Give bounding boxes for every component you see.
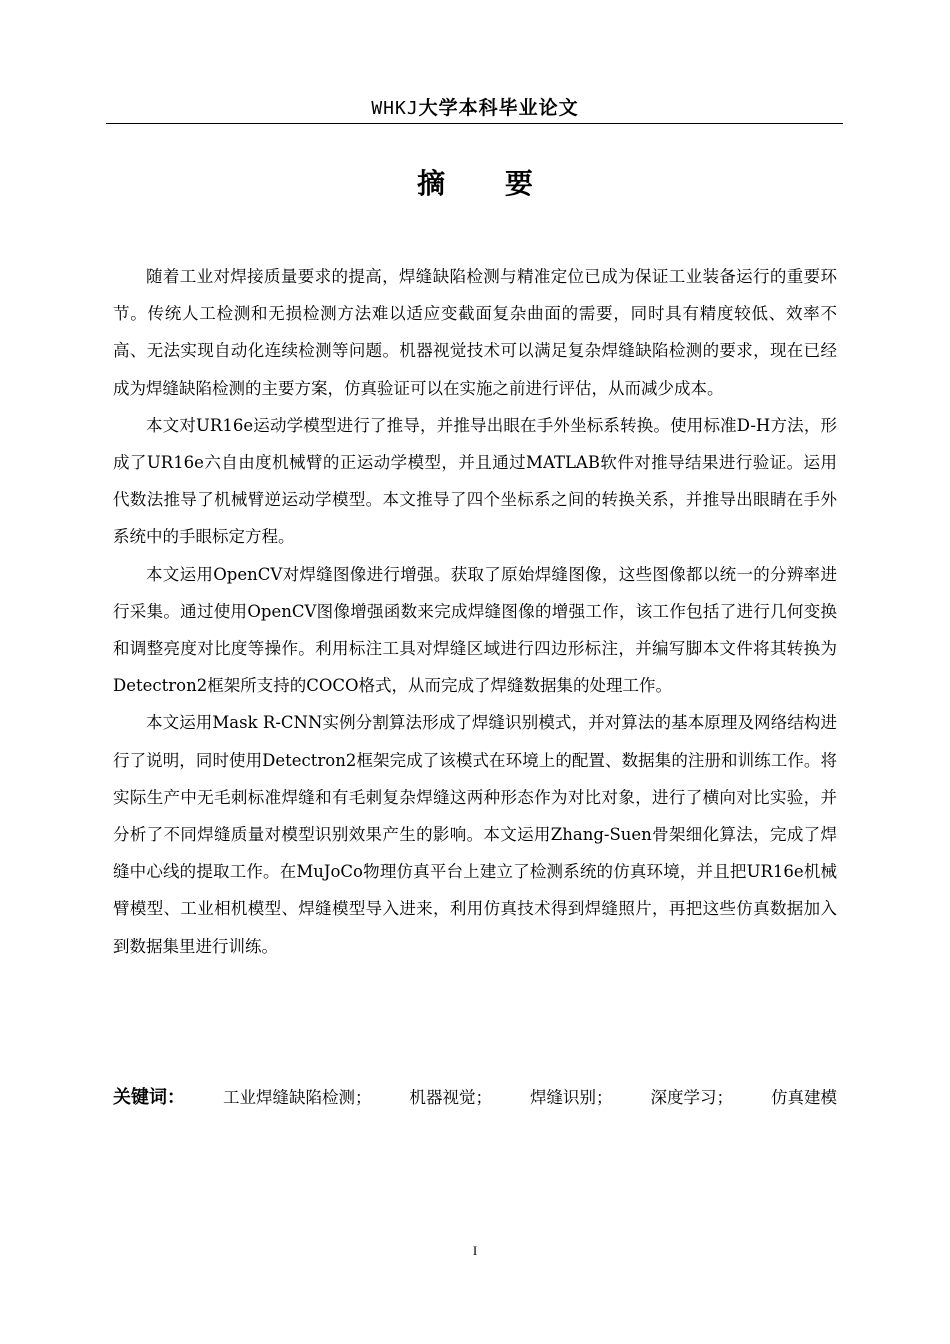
keyword-item: 工业焊缝缺陷检测； [223, 1088, 372, 1107]
header-latin: WHKJ [371, 98, 419, 119]
header-title: 大学本科毕业论文 [418, 97, 579, 119]
keyword-item: 仿真建模 [771, 1088, 837, 1107]
abstract-paragraph-1: 随着工业对焊接质量要求的提高，焊缝缺陷检测与精准定位已成为保证工业装备运行的重要环节。传统人工检测和无损检测方法难以适应变截面复杂曲面的需要，同时具有精度较低、效率不高、无法实现自动化连续检测等问题。机器视觉技术可以满足复杂焊缝缺陷检测的要求，现在已经成为焊缝缺陷检测的主要方案，仿真验证可以在实施之前进行评估，从而减少成本。 [113, 267, 837, 398]
page-title: 摘 要 [417, 167, 533, 200]
abstract-paragraph-4: 本文运用Mask R-CNN实例分割算法形成了焊缝识别模式，并对算法的基本原理及网络结构进行了说明，同时使用Detectron2框架完成了该模式在环境上的配置、数据集的注册和训练工作。将实际生产中无毛刺标准焊缝和有毛刺复杂焊缝这两种形态作为对比对象，进行了横向对比实验，并分析了不同焊缝质量对模型识别效果产生的影响。本文运用Zhang-Suen骨架细化算法，完成了焊缝中心线的提取工作。在MuJoCo物理仿真平台上建立了检测系统的仿真环境，并且把UR16e机械臂模型、工业相机模型、焊缝模型导入进来，利用仿真技术得到焊缝照片，再把这些仿真数据加入到数据集里进行训练。 [113, 713, 837, 956]
running-header [0, 96, 950, 121]
abstract-paragraph-2: 本文对UR16e运动学模型进行了推导，并推导出眼在手外坐标系转换。使用标准D-H方法，形成了UR16e六自由度机械臂的正运动学模型，并且通过MATLAB软件对推导结果进行验证。运用代数法推导了机械臂逆运动学模型。本文推导了四个坐标系之间的转换关系，并推导出眼睛在手外系统中的手眼标定方程。 [113, 415, 837, 547]
keywords-label: 关键词： [113, 1087, 185, 1108]
header-divider [106, 123, 843, 124]
page-number: I [472, 1243, 478, 1258]
abstract-body [113, 258, 837, 965]
abstract-paragraph-3: 本文运用OpenCV对焊缝图像进行增强。获取了原始焊缝图像，这些图像都以统一的分辨率进行采集。通过使用OpenCV图像增强函数来完成焊缝图像的增强工作，该工作包括了进行几何变换和调整亮度对比度等操作。利用标注工具对焊缝区域进行四边形标注，并编写脚本文件将其转换为Detectron2框架所支持的COCO格式，从而完成了焊缝数据集的处理工作。 [113, 564, 837, 696]
keyword-item: 焊缝识别； [530, 1088, 613, 1107]
keywords-line [113, 1078, 837, 1114]
keyword-item: 深度学习； [650, 1088, 733, 1107]
keyword-item: 机器视觉； [409, 1088, 492, 1107]
